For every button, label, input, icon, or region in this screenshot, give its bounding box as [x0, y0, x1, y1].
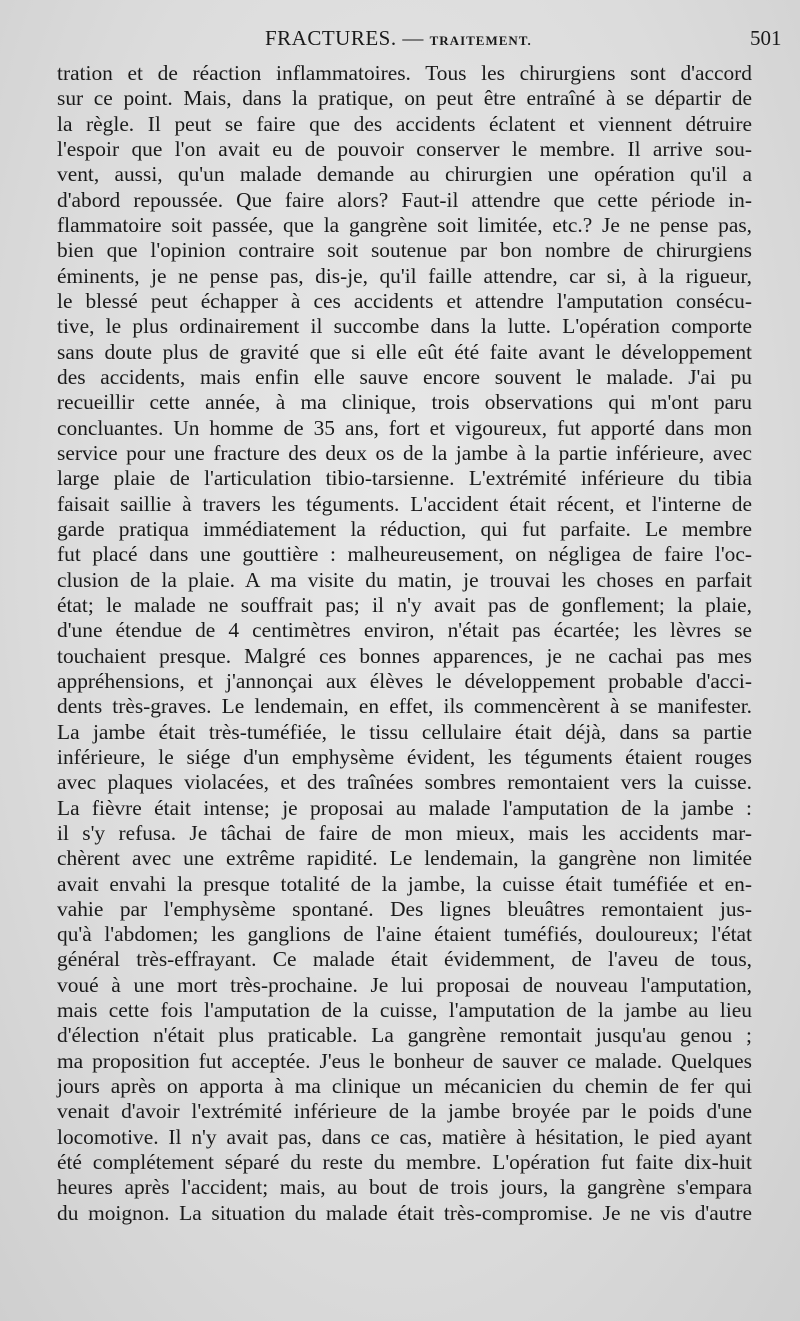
body-text [57, 61, 752, 1226]
text-line: avec plaques violacées, et des traînées sombres remontaient vers la cuisse. [57, 770, 752, 795]
text-line: avait envahi la presque totalité de la jambe, la cuisse était tuméfiée et en- [57, 871, 752, 896]
text-line: des accidents, mais enfin elle sauve encore souvent le malade. J'ai pu [57, 364, 752, 389]
text-line: clusion de la plaie. A ma visite du matin, je trouvai les choses en parfait [57, 567, 752, 592]
text-line: venait d'avoir l'extrémité inférieure de la jambe broyée par le poids d'une [57, 1099, 752, 1124]
section-subtitle: TRAITEMENT. [429, 33, 532, 48]
text-line: éminents, je ne pense pas, dis-je, qu'il faille attendre, car si, à la rigueur, [57, 263, 752, 288]
text-line: La fièvre était intense; je proposai au malade l'amputation de la jambe : [57, 795, 752, 820]
text-line: d'une étendue de 4 centimètres environ, n'était pas écartée; les lèvres se [57, 618, 752, 643]
text-line: recueillir cette année, à ma clinique, trois observations qui m'ont paru [57, 390, 752, 415]
text-line: heures après l'accident; mais, au bout de trois jours, la gangrène s'empara [57, 1175, 752, 1200]
text-line: état; le malade ne souffrait pas; il n'y avait pas de gonflement; la plaie, [57, 592, 752, 617]
text-line: qu'à l'abdomen; les ganglions de l'aine étaient tuméfiés, douloureux; l'état [57, 922, 752, 947]
text-line: locomotive. Il n'y avait pas, dans ce cas, matière à hésitation, le pied ayant [57, 1124, 752, 1149]
text-line: du moignon. La situation du malade était très-compromise. Je ne vis d'autre [57, 1200, 752, 1225]
chapter-title-main: FRACTURES. [265, 26, 397, 50]
text-line: dents très-graves. Le lendemain, en effet, ils commencèrent à se manifester. [57, 694, 752, 719]
text-line: tration et de réaction inflammatoires. Tous les chirurgiens sont d'accord [57, 61, 752, 85]
text-line: vent, aussi, qu'un malade demande au chirurgien une opération qu'il a [57, 162, 752, 187]
text-line: touchaient presque. Malgré ces bonnes apparences, je ne cachai pas mes [57, 643, 752, 668]
text-line: inférieure, le siége d'un emphysème évident, les téguments étaient rouges [57, 744, 752, 769]
text-line: bien que l'opinion contraire soit soutenue par bon nombre de chirurgiens [57, 238, 752, 263]
text-line: fut placé dans une gouttière : malheureusement, on négligea de faire l'oc- [57, 542, 752, 567]
header-separator: — [402, 26, 424, 50]
text-line: voué à une mort très-prochaine. Je lui proposai de nouveau l'amputation, [57, 972, 752, 997]
text-line: appréhensions, et j'annonçai aux élèves le développement probable d'acci- [57, 668, 752, 693]
text-line: sans doute plus de gravité que si elle eût été faite avant le développement [57, 339, 752, 364]
text-line: concluantes. Un homme de 35 ans, fort et vigoureux, fut apporté dans mon [57, 415, 752, 440]
text-line: faisait saillie à travers les téguments. L'accident était récent, et l'interne de [57, 491, 752, 516]
text-line: flammatoire soit passée, que la gangrène soit limitée, etc.? Je ne pense pas, [57, 212, 752, 237]
text-line: service pour une fracture des deux os de la jambe à la partie inférieure, avec [57, 440, 752, 465]
text-line: vahie par l'emphysème spontané. Des lignes bleuâtres remontaient jus- [57, 896, 752, 921]
text-line: La jambe était très-tuméfiée, le tissu cellulaire était déjà, dans sa partie [57, 719, 752, 744]
text-line: ma proposition fut acceptée. J'eus le bonheur de sauver ce malade. Quelques [57, 1048, 752, 1073]
chapter-title [265, 26, 532, 51]
text-line: d'abord repoussée. Que faire alors? Faut-il attendre que cette période in- [57, 187, 752, 212]
text-line: large plaie de l'articulation tibio-tarsienne. L'extrémité inférieure du tibia [57, 466, 752, 491]
text-line: garde pratiqua immédiatement la réduction, qui fut parfaite. Le membre [57, 516, 752, 541]
text-line: l'espoir que l'on avait eu de pouvoir conserver le membre. Il arrive sou- [57, 136, 752, 161]
page-number: 501 [750, 26, 782, 50]
text-line: sur ce point. Mais, dans la pratique, on peut être entraîné à se départir de [57, 86, 752, 111]
text-line: chèrent avec une extrême rapidité. Le lendemain, la gangrène non limitée [57, 846, 752, 871]
text-line: le blessé peut échapper à ces accidents et attendre l'amputation consécu- [57, 288, 752, 313]
text-line: mais cette fois l'amputation de la cuisse, l'amputation de la jambe au lieu [57, 998, 752, 1023]
text-line: il s'y refusa. Je tâchai de faire de mon mieux, mais les accidents mar- [57, 820, 752, 845]
text-line: été complétement séparé du reste du membre. L'opération fut faite dix-huit [57, 1150, 752, 1175]
text-line: jours après on apporta à ma clinique un mécanicien du chemin de fer qui [57, 1074, 752, 1099]
text-line: général très-effrayant. Ce malade était évidemment, de l'aveu de tous, [57, 947, 752, 972]
text-line: d'élection n'était plus praticable. La gangrène remontait jusqu'au genou ; [57, 1023, 752, 1048]
running-header [0, 26, 800, 54]
text-line: la règle. Il peut se faire que des accidents éclatent et viennent détruire [57, 111, 752, 136]
text-line: tive, le plus ordinairement il succombe dans la lutte. L'opération comporte [57, 314, 752, 339]
